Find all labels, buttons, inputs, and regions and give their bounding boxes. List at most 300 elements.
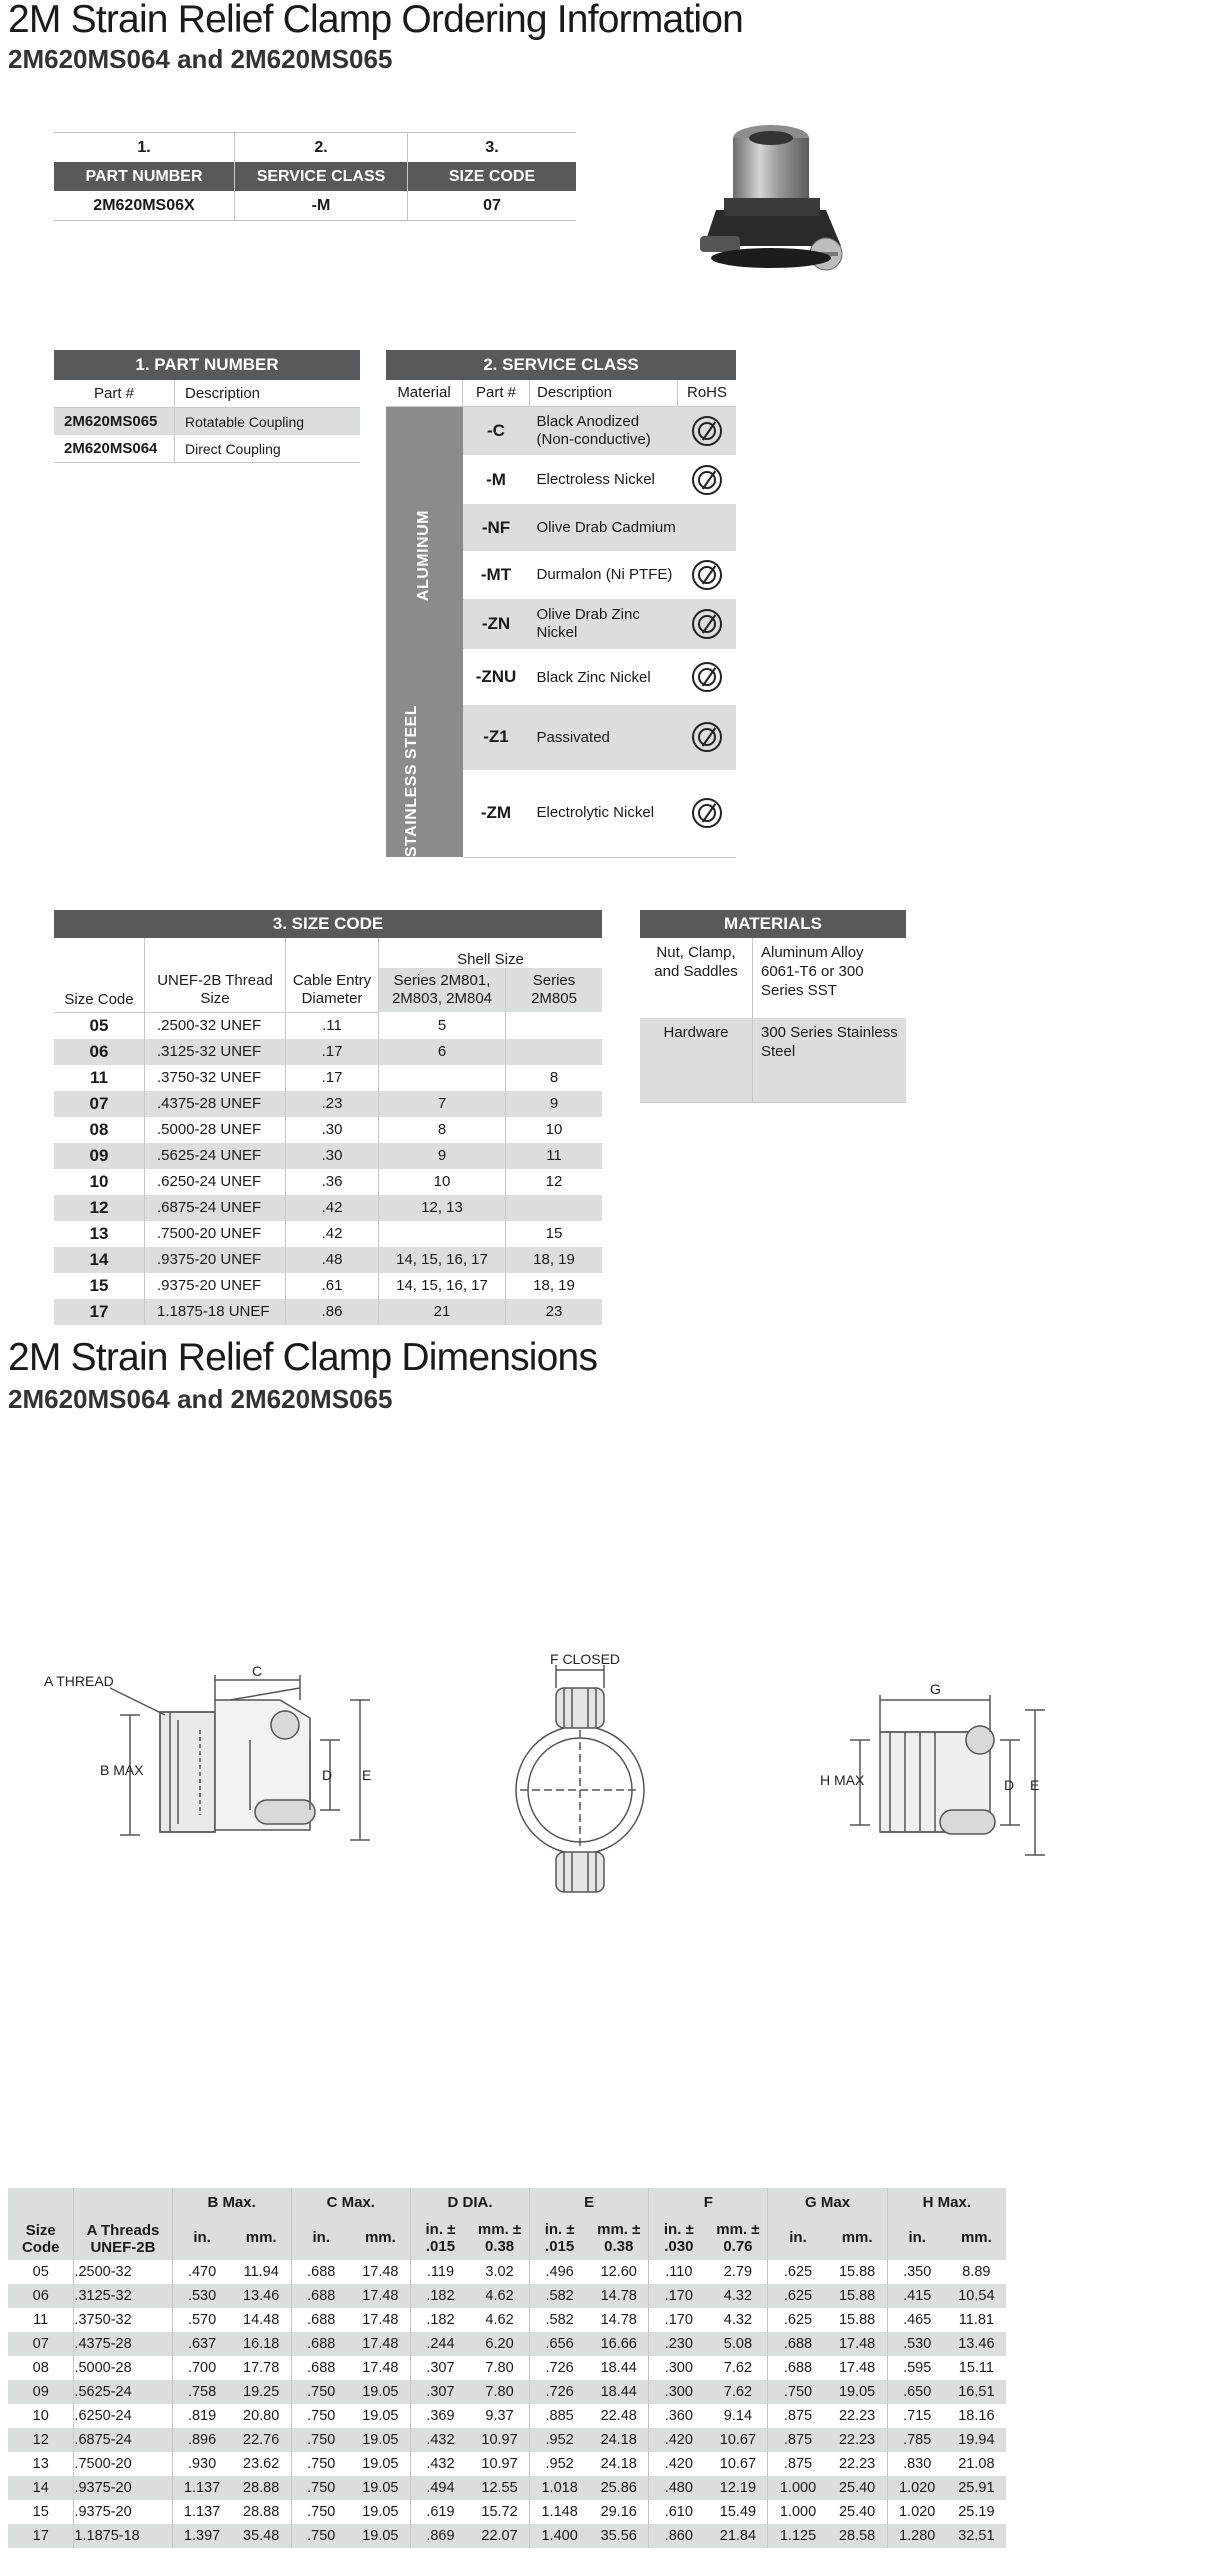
dims-cell: .465 (903, 2312, 932, 2328)
dims-cell: .700 (187, 2360, 217, 2376)
dims-cell: .244 (410, 2332, 470, 2356)
dims-cell: 28.58 (828, 2524, 888, 2548)
dims-cell: 19.05 (351, 2476, 411, 2500)
dims-cell: .819 (187, 2408, 217, 2424)
service-part-number: -Z1 (483, 727, 509, 747)
dims-cell: 4.62 (470, 2284, 530, 2308)
c-label: C (252, 1663, 263, 1679)
size-cell: 10 (379, 1169, 506, 1195)
size-cell: .30 (286, 1117, 379, 1143)
size-code-table (54, 910, 602, 1325)
dims-cell: 21.08 (958, 2456, 995, 2472)
size-code-cell: 14 (54, 1247, 145, 1273)
service-description: Black Anodized (Non-conductive) (536, 412, 651, 448)
size-code-cell: 12 (54, 1195, 145, 1221)
service-header: Material (386, 380, 463, 406)
size-cell: 15 (545, 1225, 563, 1242)
dims-cell: .369 (426, 2408, 455, 2424)
dims-cell: .656 (530, 2332, 590, 2356)
a-thread-label: A THREAD (44, 1673, 114, 1689)
dims-cell: 17.48 (828, 2356, 888, 2380)
dimensions-subtitle: 2M620MS064 and 2M620MS065 (8, 1384, 393, 1414)
size-header: Size Code (54, 938, 145, 1012)
service-description: Olive Drab Cadmium (536, 518, 676, 536)
size-header: Cable Entry Diameter (286, 938, 379, 1012)
dims-cell: .9375-20 (74, 2476, 172, 2500)
dims-cell: 17.48 (351, 2308, 411, 2332)
dims-cell: .750 (291, 2476, 351, 2500)
dims-cell: 1.280 (887, 2524, 947, 2548)
size-cell (506, 1012, 603, 1039)
dims-cell: 1.000 (768, 2476, 828, 2500)
dims-cell: 11.94 (232, 2260, 292, 2284)
size-cell: 11 (506, 1143, 603, 1169)
dims-cell: .432 (426, 2456, 455, 2472)
order-label: SIZE CODE (448, 167, 536, 185)
dims-cell: .182 (426, 2312, 455, 2328)
dims-cell: .952 (530, 2428, 590, 2452)
rohs-icon (692, 722, 722, 752)
dims-unit-header: in. ± .015 (425, 2220, 456, 2255)
dims-unit-header: in. ± .015 (544, 2220, 575, 2255)
dims-header: D DIA. (410, 2188, 529, 2216)
service-part-number: -C (487, 420, 505, 440)
dims-cell: .530 (887, 2332, 947, 2356)
h-max-label: H MAX (820, 1772, 865, 1788)
dims-row (8, 2404, 1006, 2428)
dims-unit-header: in. (193, 2229, 211, 2247)
dims-cell: .307 (410, 2380, 470, 2404)
size-cell: 5 (379, 1012, 506, 1039)
dims-cell: .650 (887, 2380, 947, 2404)
dims-cell: 35.56 (589, 2524, 649, 2548)
dims-cell: .619 (426, 2504, 455, 2520)
dims-cell: .750 (307, 2456, 336, 2472)
order-label: SERVICE CLASS (235, 162, 408, 191)
size-cell: .61 (286, 1273, 379, 1299)
dims-cell: .6875-24 (74, 2428, 172, 2452)
dims-cell: 12.19 (708, 2476, 768, 2500)
dims-cell: 19.05 (351, 2452, 411, 2476)
dims-cell: 17.48 (828, 2332, 888, 2356)
dims-cell: .869 (410, 2524, 470, 2548)
size-cell (506, 1195, 603, 1221)
dims-row (8, 2524, 1006, 2548)
service-description: Electrolytic Nickel (530, 770, 678, 857)
dims-cell: 1.400 (530, 2524, 590, 2548)
part-number: 2M620MS064 (54, 435, 175, 463)
dims-cell: .570 (187, 2312, 217, 2328)
part-header: Description (175, 380, 361, 408)
service-description: Olive Drab Zinc Nickel (536, 606, 640, 641)
rohs-icon (692, 560, 722, 590)
dims-cell: 1.137 (183, 2504, 221, 2520)
dims-size-code: 09 (8, 2380, 74, 2404)
dims-cell: .300 (664, 2360, 693, 2376)
side-view-drawing (110, 1675, 370, 1840)
dims-cell: 29.16 (589, 2500, 649, 2524)
product-photo (676, 118, 862, 300)
dims-cell: .860 (649, 2524, 709, 2548)
dims-cell: .3125-32 (74, 2284, 172, 2308)
size-header: Series 2M801, 2M803, 2M804 (379, 968, 506, 1012)
dims-cell: 6.20 (470, 2332, 530, 2356)
dims-cell: 2.79 (708, 2260, 768, 2284)
dims-cell: 10.97 (470, 2452, 530, 2476)
dims-cell: .170 (649, 2284, 709, 2308)
size-row (54, 1169, 602, 1195)
dims-cell: .610 (664, 2504, 693, 2520)
dims-cell: 19.05 (828, 2380, 888, 2404)
dims-size-code: 17 (8, 2524, 74, 2548)
dims-cell: 1.137 (172, 2476, 232, 2500)
dims-cell: .830 (903, 2456, 932, 2472)
dims-header: B Max. (172, 2188, 291, 2216)
dims-cell: .432 (410, 2428, 470, 2452)
size-code-cell: 05 (54, 1012, 145, 1039)
dims-unit-header: mm. (232, 2216, 292, 2260)
service-header: RoHS (678, 380, 737, 406)
g-label: G (930, 1681, 941, 1697)
dims-cell: 15.72 (470, 2500, 530, 2524)
dims-cell: 1.000 (779, 2504, 817, 2520)
dims-cell: 25.40 (828, 2500, 888, 2524)
size-cell: 6 (379, 1039, 506, 1065)
size-cell: 1.1875-18 UNEF (145, 1299, 286, 1325)
dims-unit-header: in. (789, 2229, 807, 2247)
dims-cell: .7500-20 (74, 2452, 172, 2476)
rohs-icon (692, 416, 722, 446)
dims-cell: .3750-32 (74, 2308, 172, 2332)
dims-cell: 1.148 (541, 2504, 578, 2520)
size-code-cell: 10 (54, 1169, 145, 1195)
dims-cell: 23.62 (232, 2452, 292, 2476)
e-label: E (362, 1767, 372, 1783)
size-cell: .17 (286, 1039, 379, 1065)
dims-cell: 16.18 (232, 2332, 292, 2356)
dims-row (8, 2284, 1006, 2308)
size-cell: 18, 19 (506, 1247, 603, 1273)
dims-cell: .470 (187, 2264, 217, 2280)
dims-cell: 22.23 (828, 2452, 888, 2476)
dims-cell: 10.67 (708, 2428, 768, 2452)
order-value: -M (235, 191, 408, 221)
dims-cell: 10.54 (947, 2284, 1006, 2308)
dims-cell: 1.125 (768, 2524, 828, 2548)
part-description: Direct Coupling (175, 435, 361, 463)
dims-size-code: 12 (8, 2428, 74, 2452)
dims-unit-header: mm. ± 0.38 (589, 2216, 649, 2260)
service-description: Black Zinc Nickel (536, 668, 651, 686)
dims-cell: .530 (172, 2284, 232, 2308)
dims-cell: .875 (768, 2428, 828, 2452)
dims-cell: .595 (903, 2360, 932, 2376)
dims-cell: 18.16 (958, 2408, 995, 2424)
dims-unit-header: mm. (828, 2216, 888, 2260)
dims-cell: 10.67 (708, 2452, 768, 2476)
rohs-icon (692, 465, 722, 495)
size-row (54, 1247, 602, 1273)
dims-cell: 4.32 (708, 2284, 768, 2308)
part-description: Rotatable Coupling (185, 413, 305, 430)
size-cell: .30 (286, 1143, 379, 1169)
dims-cell: .952 (545, 2456, 574, 2472)
order-num: 3. (408, 133, 577, 163)
size-cell: .23 (286, 1091, 379, 1117)
dims-cell: .688 (291, 2284, 351, 2308)
size-cell: 14, 15, 16, 17 (379, 1273, 506, 1299)
dims-cell: .350 (903, 2264, 932, 2280)
dims-cell: .758 (172, 2380, 232, 2404)
dims-cell: 8.89 (962, 2264, 991, 2280)
dims-size-code: 06 (8, 2284, 74, 2308)
dims-unit-header: mm. (960, 2229, 992, 2247)
dims-row (8, 2380, 1006, 2404)
dimensions-title: 2M Strain Relief Clamp Dimensions (8, 1336, 598, 1379)
dims-cell: .307 (426, 2360, 455, 2376)
dims-size-code: 15 (8, 2500, 74, 2524)
dims-cell: 18.44 (589, 2356, 649, 2380)
size-cell: 12, 13 (379, 1195, 506, 1221)
dims-cell: 17.48 (351, 2356, 411, 2380)
dims-cell: 13.46 (947, 2332, 1006, 2356)
dims-header: Size Code (8, 2188, 74, 2260)
dims-cell: .750 (768, 2380, 828, 2404)
rohs-icon (692, 662, 722, 692)
dims-cell: 14.48 (232, 2308, 292, 2332)
service-part-number: -M (486, 469, 506, 489)
dims-cell: .480 (649, 2476, 709, 2500)
part-number-table (54, 350, 360, 463)
dims-cell: .688 (307, 2264, 336, 2280)
size-row (54, 1221, 602, 1247)
dims-size-code: 13 (8, 2452, 74, 2476)
size-cell: .9375-20 UNEF (145, 1247, 286, 1273)
size-cell: .11 (286, 1012, 379, 1039)
size-row (54, 1117, 602, 1143)
dims-cell: .875 (783, 2408, 813, 2424)
dims-cell: .110 (665, 2264, 693, 2280)
dims-cell: .170 (664, 2312, 693, 2328)
size-code-cell: 13 (54, 1221, 145, 1247)
dims-cell: 19.05 (351, 2380, 411, 2404)
dims-cell: 15.11 (958, 2360, 994, 2376)
dims-cell: 18.44 (589, 2380, 649, 2404)
dims-cell: 9.14 (708, 2404, 768, 2428)
materials-title: MATERIALS (724, 914, 822, 934)
size-row (54, 1195, 602, 1221)
dims-cell: 25.19 (958, 2504, 995, 2520)
dims-cell: 1.020 (899, 2504, 936, 2520)
service-part-number: -NF (481, 517, 511, 537)
dims-unit-header: mm. ± 0.76 (708, 2216, 768, 2260)
dims-unit-header: in. (312, 2229, 331, 2247)
order-label: PART NUMBER (54, 162, 235, 191)
dims-cell: 1.397 (172, 2524, 232, 2548)
dims-size-code: 10 (8, 2404, 74, 2428)
d-label: D (1004, 1777, 1015, 1793)
size-row (54, 1065, 602, 1091)
dims-unit-header: mm. ± 0.38 (470, 2216, 530, 2260)
dims-size-code: 05 (8, 2260, 74, 2284)
dims-unit-header: mm. (351, 2216, 411, 2260)
size-row (54, 1039, 602, 1065)
f-closed-label: F CLOSED (550, 1651, 621, 1667)
dims-cell: .785 (887, 2428, 947, 2452)
size-cell: 9 (379, 1143, 506, 1169)
dims-cell: 25.91 (947, 2476, 1006, 2500)
service-part-number: -ZN (481, 614, 511, 633)
dims-cell: 4.62 (470, 2308, 530, 2332)
e-label: E (1030, 1777, 1040, 1793)
size-code-cell: 11 (54, 1065, 145, 1091)
size-cell (379, 1221, 506, 1247)
part-table-title: 1. PART NUMBER (135, 355, 279, 374)
material-part: Nut, Clamp, and Saddles (640, 938, 753, 1018)
dims-cell: .230 (649, 2332, 709, 2356)
top-view-drawing (850, 1695, 1045, 1855)
size-cell: 8 (379, 1117, 506, 1143)
dims-cell: 19.25 (232, 2380, 292, 2404)
dims-cell: .750 (291, 2380, 351, 2404)
dims-cell: 16.66 (589, 2332, 649, 2356)
material-group-aluminum: ALUMINUM (386, 406, 463, 705)
dims-header: E (530, 2188, 649, 2216)
dims-cell: 1.018 (530, 2476, 590, 2500)
dims-cell: 22.76 (232, 2428, 292, 2452)
dims-cell: 24.18 (589, 2452, 649, 2476)
dims-cell: 15.88 (828, 2260, 888, 2284)
size-row (54, 1091, 602, 1117)
dims-cell: 7.62 (708, 2356, 768, 2380)
size-code-cell: 17 (54, 1299, 145, 1325)
size-cell: .42 (286, 1195, 379, 1221)
ordering-example-table (54, 132, 576, 221)
page-subtitle: 2M620MS064 and 2M620MS065 (8, 44, 393, 74)
dims-cell: .119 (426, 2264, 455, 2280)
service-description: Electroless Nickel (536, 471, 655, 488)
dims-cell: .625 (783, 2312, 813, 2328)
part-header: Part # (54, 380, 175, 408)
dims-cell: .4375-28 (74, 2332, 172, 2356)
size-row (54, 1299, 602, 1325)
order-value: 07 (408, 191, 577, 221)
service-table-title: 2. SERVICE CLASS (483, 355, 639, 374)
dims-unit-header: in. (908, 2229, 926, 2247)
service-part-number: -MT (480, 565, 512, 584)
dims-cell: .688 (768, 2332, 828, 2356)
size-cell: .86 (286, 1299, 379, 1325)
dims-cell: .875 (783, 2456, 813, 2472)
b-max-label: B MAX (100, 1762, 144, 1778)
dims-cell: .637 (172, 2332, 232, 2356)
size-cell: .3125-32 UNEF (145, 1039, 286, 1065)
size-code-cell: 08 (54, 1117, 145, 1143)
dims-cell: .360 (664, 2408, 693, 2424)
dims-cell: 22.23 (828, 2404, 888, 2428)
dims-cell: 12.55 (470, 2476, 530, 2500)
size-cell: .2500-32 UNEF (145, 1012, 286, 1039)
dims-cell: 9.37 (470, 2404, 530, 2428)
service-description: Durmalon (Ni PTFE) (536, 566, 673, 583)
size-header: Series 2M805 (506, 968, 603, 1012)
size-cell: .4375-28 UNEF (145, 1091, 286, 1117)
dims-row (8, 2476, 1006, 2500)
dims-cell: 35.48 (232, 2524, 292, 2548)
service-header: Part # (463, 380, 530, 406)
size-cell (506, 1039, 603, 1065)
size-cell: .6250-24 UNEF (145, 1169, 286, 1195)
dims-size-code: 11 (8, 2308, 74, 2332)
dims-cell: 17.48 (351, 2284, 411, 2308)
size-code-cell: 07 (54, 1091, 145, 1117)
d-label: D (322, 1767, 333, 1783)
size-cell: 14, 15, 16, 17 (379, 1247, 506, 1273)
dims-cell: .2500-32 (74, 2260, 172, 2284)
material-part: Hardware (640, 1018, 753, 1102)
dims-cell: 19.05 (351, 2404, 411, 2428)
dims-cell: 28.88 (232, 2500, 292, 2524)
part-number: 2M620MS065 (54, 408, 175, 436)
size-header: UNEF-2B Thread Size (145, 938, 286, 1012)
dims-row (8, 2356, 1006, 2380)
material-group-stainless-steel: STAINLESS STEEL (386, 705, 463, 857)
dims-cell: 10.97 (470, 2428, 530, 2452)
material-value: Aluminum Alloy 6061-T6 or 300 Series SST (761, 944, 864, 999)
size-cell: .36 (286, 1169, 379, 1195)
size-cell: 12 (545, 1173, 563, 1190)
dims-cell: 25.40 (828, 2476, 888, 2500)
dims-size-code: 08 (8, 2356, 74, 2380)
dims-cell: .885 (545, 2408, 574, 2424)
dims-cell: .750 (291, 2428, 351, 2452)
dims-cell: 22.48 (589, 2404, 649, 2428)
service-part-number: -ZNU (475, 667, 517, 686)
dims-cell: .6250-24 (74, 2404, 172, 2428)
materials-table (640, 910, 906, 1103)
size-table-title: 3. SIZE CODE (272, 914, 384, 933)
size-row (54, 1143, 602, 1169)
dims-cell: 17.78 (232, 2356, 292, 2380)
dims-header: F (649, 2188, 768, 2216)
dims-cell: .750 (307, 2408, 336, 2424)
dims-cell: .625 (768, 2284, 828, 2308)
dims-cell: 7.80 (470, 2380, 530, 2404)
dims-cell: .9375-20 (74, 2500, 172, 2524)
size-row (54, 1273, 602, 1299)
dims-cell: .688 (307, 2312, 336, 2328)
size-cell: 23 (506, 1299, 603, 1325)
dims-row (8, 2308, 1006, 2332)
dimensions-table (8, 2188, 1006, 2548)
dims-cell: 19.05 (351, 2500, 411, 2524)
dims-cell: .688 (291, 2332, 351, 2356)
service-header: Description (530, 380, 678, 406)
dims-cell: .415 (887, 2284, 947, 2308)
dims-cell: 1.1875-18 (74, 2524, 172, 2548)
dims-cell: .5000-28 (74, 2356, 172, 2380)
size-cell: .5625-24 UNEF (145, 1143, 286, 1169)
rohs-icon (692, 609, 722, 639)
dims-header: C Max. (291, 2188, 410, 2216)
size-header: Shell Size (457, 951, 524, 968)
dims-row (8, 2332, 1006, 2356)
dims-cell: 17.48 (351, 2260, 411, 2284)
size-cell: .42 (286, 1221, 379, 1247)
dims-cell: 28.88 (232, 2476, 292, 2500)
service-description: Passivated (536, 728, 610, 746)
dims-header: H Max. (922, 2193, 971, 2211)
